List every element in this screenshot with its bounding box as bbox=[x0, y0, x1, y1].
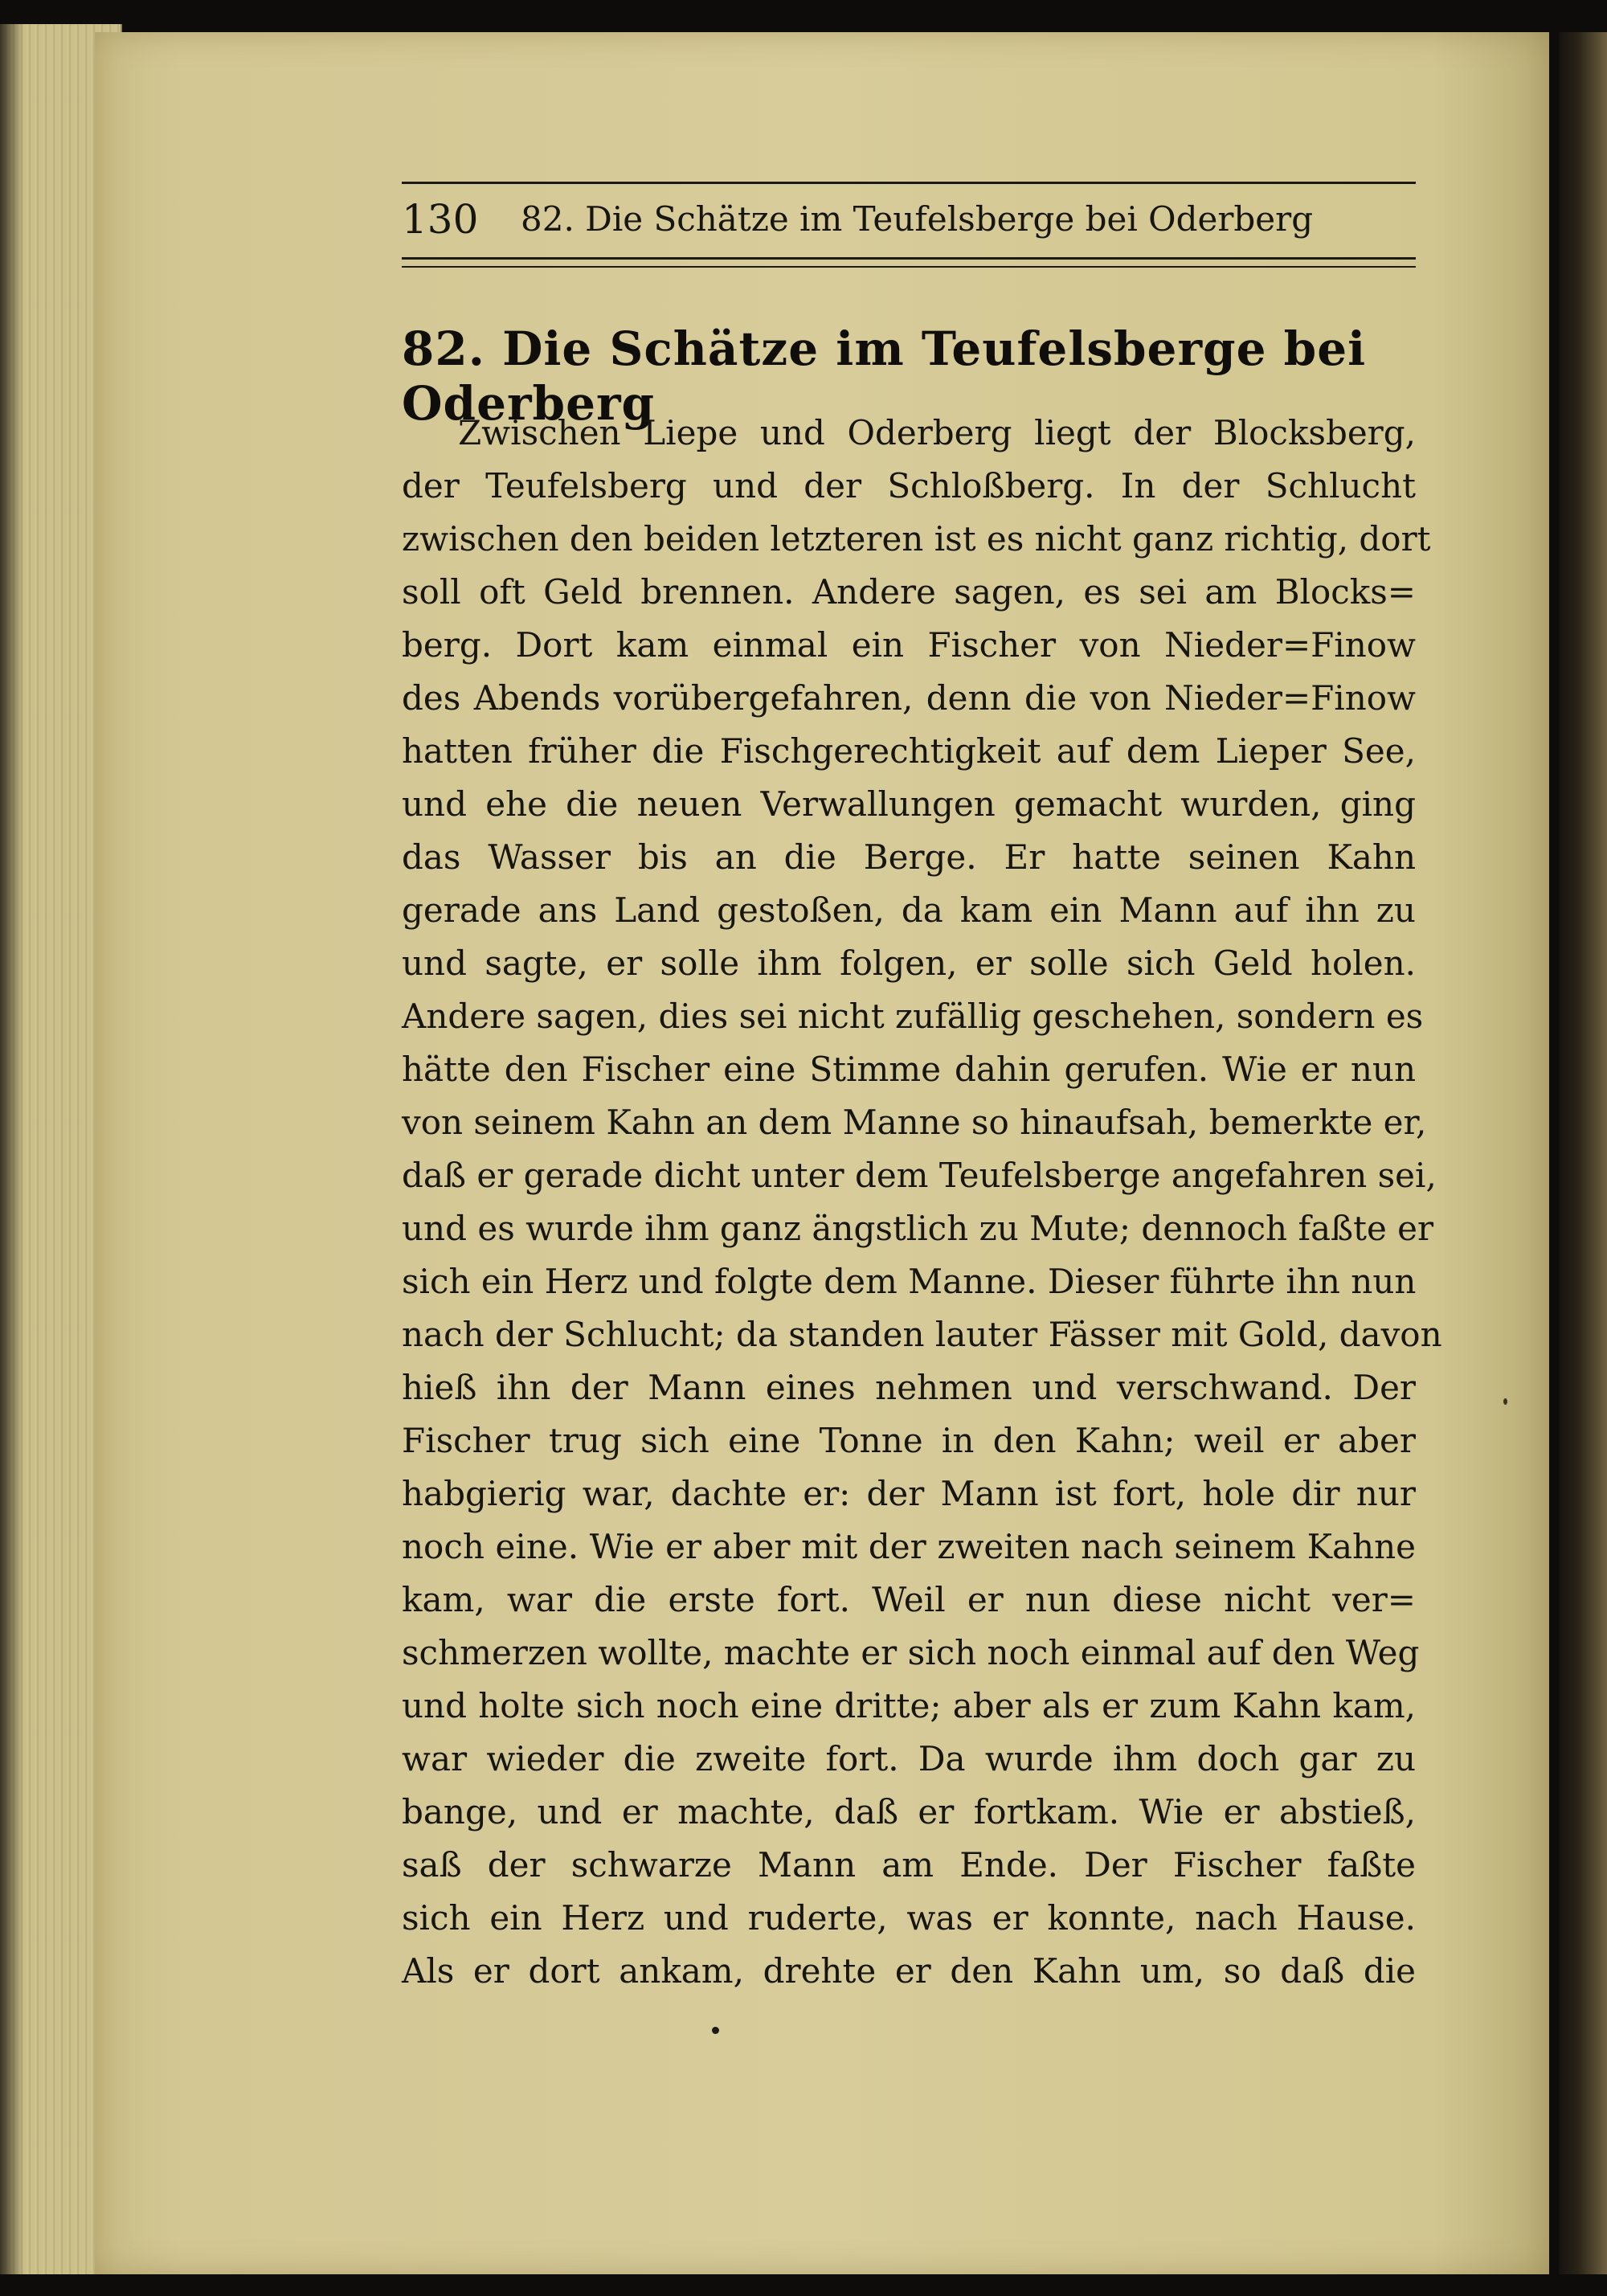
text-line: Fischer trug sich eine Tonne in den Kahn; weil er aber bbox=[402, 1421, 1416, 1460]
text-line: war wieder die zweite fort. Da wurde ihm doch gar zu bbox=[402, 1739, 1416, 1778]
text-line: das Wasser bis an die Berge. Er hatte seinen Kahn bbox=[402, 837, 1416, 877]
text-line: bange, und er machte, daß er fortkam. Wie er abstieß, bbox=[402, 1792, 1416, 1831]
page-header bbox=[402, 196, 1416, 244]
text-line: Zwischen Liepe und Oderberg liegt der Blocksberg, bbox=[458, 413, 1416, 452]
running-head: 82. Die Schätze im Teufelsberge bei Oderberg bbox=[521, 199, 1314, 239]
text-line: schmerzen wollte, machte er sich noch einmal auf den Weg bbox=[402, 1633, 1420, 1672]
text-line: und es wurde ihm ganz ängstlich zu Mute; dennoch faßte er bbox=[402, 1209, 1434, 1248]
book-cover-edge-right bbox=[1559, 32, 1607, 2274]
ink-dot bbox=[712, 2027, 719, 2034]
text-line: und sagte, er solle ihm folgen, er solle sich Geld holen. bbox=[402, 943, 1416, 983]
text-line: und ehe die neuen Verwallungen gemacht wurden, ging bbox=[402, 784, 1416, 824]
text-line: hieß ihn der Mann eines nehmen und verschwand. Der bbox=[402, 1368, 1416, 1407]
paper-speck bbox=[1503, 1398, 1507, 1405]
text-line: habgierig war, dachte er: der Mann ist fort, hole dir nur bbox=[402, 1474, 1416, 1513]
text-line: nach der Schlucht; da standen lauter Fässer mit Gold, davon bbox=[402, 1315, 1442, 1354]
text-line: kam, war die erste fort. Weil er nun diese nicht ver= bbox=[402, 1580, 1416, 1619]
body-text bbox=[402, 407, 1442, 1998]
text-line: von seinem Kahn an dem Manne so hinaufsah, bemerkte er, bbox=[402, 1103, 1427, 1142]
text-line: sich ein Herz und ruderte, was er konnte, nach Hause. bbox=[402, 1898, 1416, 1938]
text-line: der Teufelsberg und der Schloßberg. In der Schlucht bbox=[402, 466, 1416, 505]
text-line: hatten früher die Fischgerechtigkeit auf dem Lieper See, bbox=[402, 731, 1416, 771]
text-line: zwischen den beiden letzteren ist es nicht ganz richtig, dort bbox=[402, 519, 1431, 559]
text-line: hätte den Fischer eine Stimme dahin gerufen. Wie er nun bbox=[402, 1050, 1416, 1089]
chapter-title: 82. Die Schätze im Teufelsberge bei Oderberg bbox=[402, 321, 1367, 431]
page-edges-shadow bbox=[0, 24, 24, 2274]
text-line: Andere sagen, dies sei nicht zufällig geschehen, sondern es bbox=[402, 997, 1424, 1036]
text-line: soll oft Geld brennen. Andere sagen, es sei am Blocks= bbox=[402, 572, 1416, 612]
text-line: gerade ans Land gestoßen, da kam ein Mann auf ihn zu bbox=[402, 890, 1416, 930]
text-line: Als er dort ankam, drehte er den Kahn um, so daß die bbox=[402, 1951, 1416, 1991]
text-line: noch eine. Wie er aber mit der zweiten nach seinem Kahne bbox=[402, 1527, 1416, 1566]
text-line: berg. Dort kam einmal ein Fischer von Nieder=Finow bbox=[402, 625, 1416, 665]
text-line: und holte sich noch eine dritte; aber als er zum Kahn kam, bbox=[402, 1686, 1416, 1725]
page-number: 130 bbox=[402, 196, 479, 243]
header-rule-bottom bbox=[402, 257, 1416, 268]
text-line: sich ein Herz und folgte dem Manne. Dieser führte ihn nun bbox=[402, 1262, 1417, 1301]
text-line: saß der schwarze Mann am Ende. Der Fischer faßte bbox=[402, 1845, 1416, 1885]
text-line: des Abends vorübergefahren, denn die von Nieder=Finow bbox=[402, 678, 1416, 718]
text-line: daß er gerade dicht unter dem Teufelsberge angefahren sei, bbox=[402, 1156, 1437, 1195]
header-rule-top bbox=[402, 182, 1416, 184]
